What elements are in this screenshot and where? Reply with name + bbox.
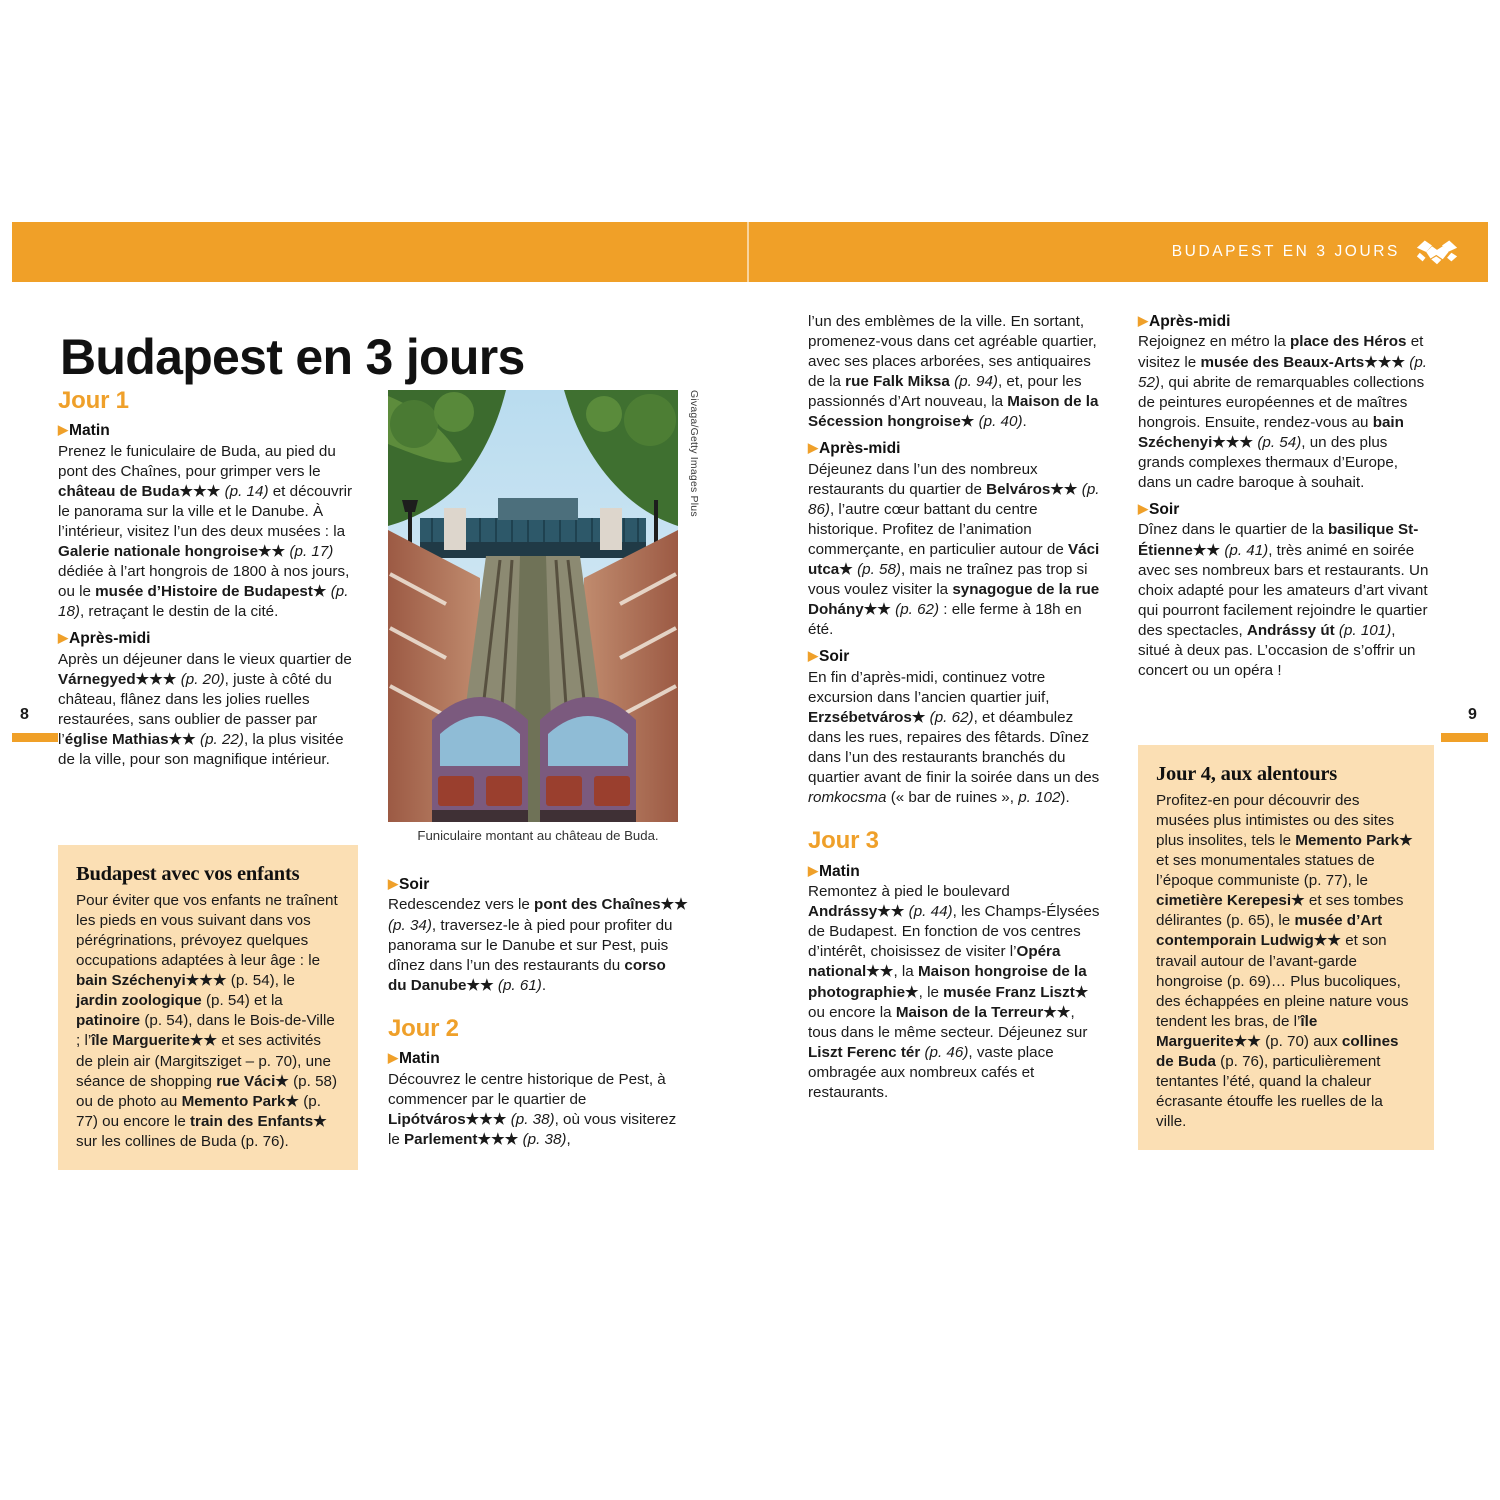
handshake-icon [1414, 237, 1460, 267]
page-number-right-rule [1441, 733, 1488, 742]
subheading-soir-day3 [1138, 500, 1430, 519]
subheading-label: Soir [399, 876, 430, 893]
sidebar-box-text: Profitez-en pour découvrir des musées plus intimistes ou des sites plus insolites, tels le Memento Park★ et ses monumentales statues de l’époque communiste (p. 77), le cimetière Kerepesi★ et ses tombes délirantes (p. 65), le musée d’Art contemporain Ludwig★★ et son travail autour de l’avant-garde hongroise (p. 69)… Plus bucoliques, des échappées en pleine nature vous tendent les bras, de l’île Marguerite★★ (p. 70) aux collines de Buda (p. 76), particulièrement tentantes l’été, quand la chaleur écrasante étouffe les ruelles de la ville. [1156, 792, 1413, 1131]
subheading-label: Après-midi [819, 440, 901, 458]
triangle-bullet-icon: ▶ [808, 648, 818, 664]
subheading-matin-day1 [58, 421, 358, 440]
subheading-apresmidi-day2 [808, 439, 1100, 458]
subheading-matin-day3 [808, 862, 1100, 881]
column-three [808, 312, 1100, 1103]
column-four [1138, 312, 1430, 681]
paragraph-matin-day2: Découvrez le centre historique de Pest, à commencer par le quartier de Lipótváros★★★ (p. 38), où vous visiterez le Parlement★★★ (p. 38), [388, 1070, 677, 1148]
subheading-apresmidi-day1 [58, 629, 358, 648]
subheading-label: Après-midi [1149, 313, 1231, 330]
page-number-right: 9 [1468, 706, 1477, 723]
paragraph-soir-day1: Redescendez vers le pont des Chaînes★★ (p. 34), traversez-le à pied pour profiter du panorama sur le Danube et sur Pest, puis dînez dans l’un des restaurants du corso du Danube★★ (p. 61). [388, 896, 688, 994]
paragraph-soir-day2: En fin d’après-midi, continuez votre excursion dans l’ancien quartier juif, Erzsébetváros★ (p. 62), et déambulez dans les rues, repaires des fêtards. Dînez dans l’un des restaurants branchés du quartier avant de finir la soirée dans un des romkocsma (« bar de ruines », p. 102). [808, 668, 1100, 807]
day-heading-jour2: Jour 2 [388, 1014, 459, 1042]
subheading-label: Soir [819, 648, 850, 666]
page-number-left: 8 [20, 706, 29, 723]
subheading-soir-day1 [388, 875, 688, 894]
photo-funiculaire-wrap [388, 390, 678, 822]
subheading-soir-day2 [808, 647, 1100, 666]
triangle-bullet-icon: ▶ [808, 862, 818, 878]
sidebar-box-jour4-aux-alentours [1138, 745, 1434, 1150]
header-gutter-divider [747, 222, 749, 282]
triangle-bullet-icon: ▶ [1138, 313, 1148, 328]
triangle-bullet-icon: ▶ [808, 440, 818, 456]
paragraph-apresmidi-day1: Après un déjeuner dans le vieux quartier de Várnegyed★★★ (p. 20), juste à côté du château, flânez dans les jolies ruelles restaurées, sans oublier de passer par l’église Mathias★★ (p. 22), la plus visitée de la ville, pour son magnifique intérieur. [58, 650, 352, 769]
photo-credit: Givaga/Getty Images Plus [688, 390, 700, 517]
subheading-label: Matin [399, 1050, 440, 1068]
page-number-left-rule [12, 733, 58, 742]
triangle-bullet-icon: ▶ [388, 876, 398, 891]
day-heading-jour1: Jour 1 [58, 387, 129, 414]
paragraph-apresmidi-day2: Déjeunez dans l’un des nombreux restaurants du quartier de Belváros★★ (p. 86), l’autre cœur battant du centre historique. Profitez de l’animation commerçante, en particulier autour de Váci utca★ (p. 58), mais ne traînez pas trop si vous voulez visiter la synagogue de la rue Dohány★★ (p. 62) : elle ferme à 18h en été. [808, 460, 1100, 639]
header-title: BUDAPEST EN 3 JOURS [1171, 243, 1400, 260]
column-one [58, 388, 358, 770]
photo-caption: Funiculaire montant au château de Buda. [417, 828, 659, 843]
triangle-bullet-icon: ▶ [1138, 500, 1148, 516]
paragraph-matin-day3: Remontez à pied le boulevard Andrássy★★ (p. 44), les Champs-Élysées de Budapest. En fonction de vos centres d’intérêt, choisissez de visiter l’Opéra national★★, la Maison hongroise de la photographie★, le musée Franz Liszt★ ou encore la Maison de la Terreur★★, tous dans le même secteur. Déjeunez sur Liszt Ferenc tér (p. 46), vaste place ombragée aux nombreux cafés et restaurants. [808, 883, 1100, 1101]
sidebar-box-text: Pour éviter que vos enfants ne traînent les pieds en vous suivant dans vos pérégrinations, prévoyez quelques occupations adaptées à leur âge : le bain Széchenyi★★★ (p. 54), le jardin zoologique (p. 54) et la patinoire (p. 54), dans le Bois-de-Ville ; l’île Marguerite★★ et ses activités de plein air (Margitsziget – p. 70), une séance de shopping rue Váci★ (p. 58) ou de photo au Memento Park★ (p. 77) ou encore le train des Enfants★ sur les collines de Buda (p. 76). [76, 892, 338, 1150]
column-two [388, 868, 688, 1150]
paragraph-apresmidi-day3: Rejoignez en métro la place des Héros et visitez le musée des Beaux-Arts★★★ (p. 52), qui abrite de remarquables collections de peintures européennes et de maîtres hongrois. Ensuite, rendez-vous au bain Széchenyi★★★ (p. 54), un des plus grands complexes thermaux d’Europe, dans un cadre baroque à souhait. [1138, 333, 1428, 491]
triangle-bullet-icon: ▶ [58, 630, 68, 646]
paragraph-matin-day1: Prenez le funiculaire de Buda, au pied du pont des Chaînes, pour grimper vers le château de Buda★★★ (p. 14) et découvrir le panorama sur la ville et le Danube. À l’intérieur, visitez l’un des deux musées : la Galerie nationale hongroise★★ (p. 17) dédiée à l’art hongrois de 1800 à nos jours, ou le musée d’Histoire de Budapest★ (p. 18), retraçant le destin de la cité. [58, 442, 353, 621]
page-header-band [12, 222, 1488, 282]
subheading-label: Matin [69, 422, 110, 440]
subheading-label: Soir [1149, 500, 1180, 518]
triangle-bullet-icon: ▶ [388, 1050, 398, 1066]
paragraph-continuation-day2: l’un des emblèmes de la ville. En sortant, promenez-vous dans cet agréable quartier, avec ses places arborées, ses antiquaires de la rue Falk Miksa (p. 94), et, pour les passionnés d’Art nouveau, la Maison de la Sécession hongroise★ (p. 40). [808, 313, 1099, 431]
sidebar-box-title: Budapest avec vos enfants [76, 863, 300, 885]
subheading-label: Après-midi [69, 630, 151, 648]
day-heading-jour3: Jour 3 [808, 827, 879, 855]
subheading-matin-day2 [388, 1049, 688, 1068]
triangle-bullet-icon: ▶ [58, 422, 68, 438]
paragraph-soir-day3: Dînez dans le quartier de la basilique St-Étienne★★ (p. 41), très animé en soirée avec ses nombreux bars et restaurants. Un choix adapté pour les amateurs d’art vivant qui pourront facilement rejoindre le quartier des spectacles, Andrássy út (p. 101), situé à deux pas. L’occasion de s’offrir un concert ou un opéra ! [1138, 521, 1429, 679]
page-title: Budapest en 3 jours [60, 328, 525, 385]
subheading-apresmidi-day3 [1138, 312, 1430, 331]
sidebar-box-title: Jour 4, aux alentours [1156, 763, 1338, 785]
subheading-label: Matin [819, 862, 860, 880]
photo-funiculaire-buda [388, 390, 678, 822]
sidebar-box-budapest-avec-vos-enfants [58, 845, 358, 1170]
